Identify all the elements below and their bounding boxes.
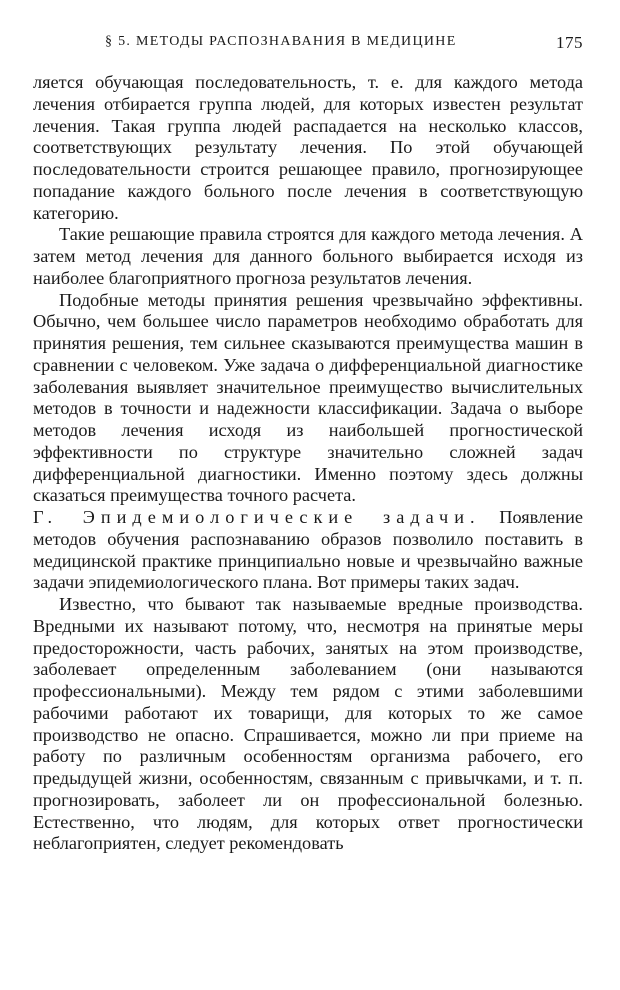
paragraph-1: ляется обучающая последовательность, т. е. для каждого метода лечения отбирается группа людей, для которых известен результат лечения. Такая группа людей распадается на несколько классов, соответствующих результату лечения. По этой обучающей последовательности строится решающее правило, прогнозирующее попадание каждого больного после лечения в соответствующую категорию. bbox=[33, 72, 583, 223]
paragraph-section-g bbox=[33, 507, 583, 594]
paragraph-3: Подобные методы принятия решения чрезвычайно эффективны. Обычно, чем большее число параметров необходимо обработать для принятия решения, тем сильнее сказываются преимущества машин в сравнении с человеком. Уже задача о дифференциальной диагностике заболевания выявляет значительное преимущество вычислительных методов в точности и надежности классификации. Задача о выборе методов лечения исходя из наибольшей прогностической эффективности по структуре значительно сложней задач дифференциальной диагностики. Именно поэтому здесь должны сказаться преимущества точного расчета. bbox=[33, 289, 583, 506]
running-head-title: § 5. МЕТОДЫ РАСПОЗНАВАНИЯ В МЕДИЦИНЕ bbox=[105, 34, 457, 49]
running-head bbox=[33, 22, 583, 56]
section-g-heading: Г. Эпидемиологические задачи. bbox=[33, 507, 481, 527]
paragraph-2: Такие решающие правила строятся для каждого метода лечения. А затем метод лечения для данного больного выбирается исходя из наиболее благоприятного прогноза результатов лечения. bbox=[33, 224, 583, 288]
paragraph-5: Известно, что бывают так называемые вредные производства. Вредными их называют потому, что, несмотря на принятые меры предосторожности, часть рабочих, занятых на этом производстве, заболевает определенным заболеванием (они называются профессиональными). Между тем рядом с этими заболевшими рабочими работают их товарищи, для которых то же самое производство не опасно. Спрашивается, можно ли при приеме на работу по различным особенностям организма рабочего, его предыдущей жизни, особенностям, связанным с привычками, и т. п. прогнозировать, заболеет ли он профессиональной болезнью. Естественно, что людям, для которых ответ прогностически неблагоприятен, следует рекомендовать bbox=[33, 594, 583, 854]
section-g-text: Появление методов обучения распознаванию образов позволило поставить в медицинской практике принципиально новые и чрезвычайно важные задачи эпидемиологического плана. Вот примеры таких задач. bbox=[33, 507, 583, 593]
page-number: 175 bbox=[556, 33, 583, 52]
book-page bbox=[33, 22, 583, 855]
body-text bbox=[33, 72, 583, 855]
